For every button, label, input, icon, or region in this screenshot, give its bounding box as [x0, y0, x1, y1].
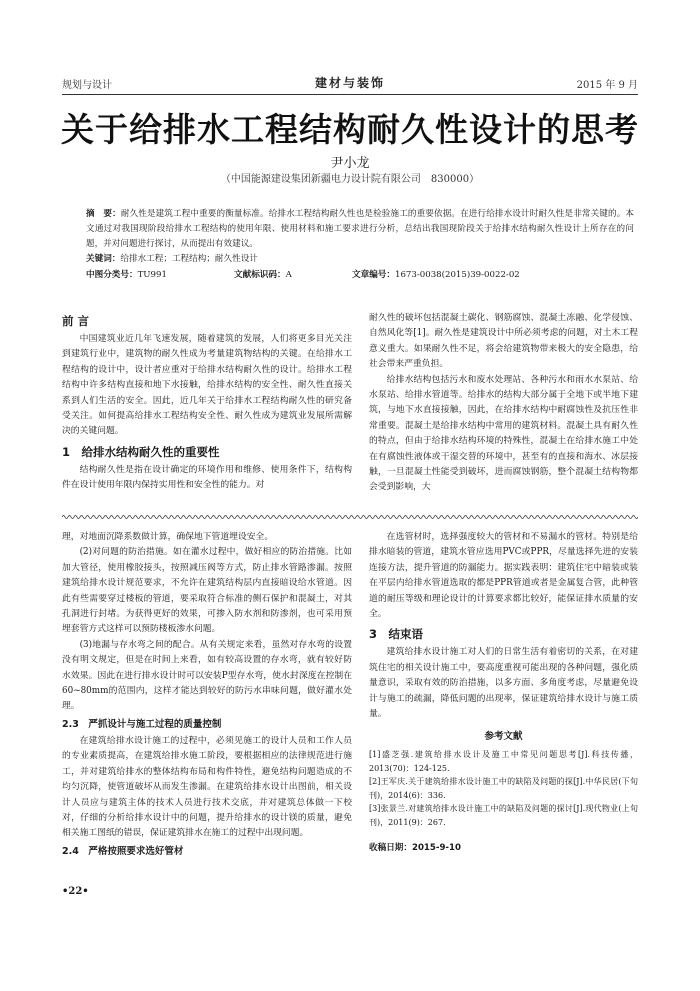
- paragraph: 理，对地面沉降系数做计算，确保地下管道埋设安全。: [62, 532, 274, 542]
- section-heading-intro: 前 言: [62, 314, 90, 328]
- article-no-value: 1673-0038(2015)39-0022-02: [394, 270, 520, 280]
- reference-item: [2]王军庆.关于建筑给排水设计施工中的缺陷及问题的探[J].中华民居(下旬刊)，2014(6)：336.: [369, 777, 638, 800]
- page-number: •22•: [62, 886, 89, 897]
- paragraph: 中国建筑业近几年飞速发展，随着建筑的发展，人们将更多目光关注到建筑行业中，建筑物的耐久性成为考量建筑物结构的关键。在给排水工程结构的设计中，设计者应重对于给排水结构耐久性的设计。给排水工程结构中许多结构直接和地下水接触，给排水结构的安全性、耐久性直接关系到人们生活的安全。因此，近几年关于给排水工程结构耐久性的研究备受关注。如何提高给排水工程结构安全性、耐久性成为建筑业发展所需解决的关键问题。: [62, 334, 352, 437]
- paragraph: 建筑给排水设计施工对人们的日常生活有着密切的关系，在对建筑住宅的相关设计施工中，要高度重视可能出现的各种问题，强化质量意识，采取有效的防治措施，以多方面、多角度考虑，尽量避免设计与施工的疏漏，降低问题的出现率，保证建筑给排水设计与施工质量。: [369, 647, 638, 720]
- classification-row: [86, 268, 634, 282]
- column-top-right: [369, 311, 638, 496]
- article-no-label: 文章编号：: [352, 270, 395, 280]
- section-divider: [62, 513, 638, 521]
- running-header: [62, 74, 638, 92]
- author: 尹小龙: [330, 156, 370, 171]
- journal-name: 建材与装饰: [314, 76, 385, 90]
- reference-item: [3]张景兰.对建筑给排水设计施工中的缺陷及问题的探讨[J].现代物业(上旬刊)，2011(9)：267.: [369, 804, 638, 827]
- doc-code-value: A: [285, 270, 292, 280]
- column-bottom-right: [369, 530, 638, 857]
- article-title: 关于给排水工程结构耐久性设计的思考: [61, 110, 639, 149]
- subsection-heading-2-3: 2.3 严抓设计与施工过程的质量控制: [62, 718, 222, 730]
- header-section: 规划与设计: [62, 80, 112, 91]
- paragraph: (2)对问题的防治措施。如在灌水过程中，做好相应的防治措施。比如加大管径，使用橡胶接头，按照减压阀等方式，防止排水管路渗漏。按照建筑给排水设计规范要求，不允许在建筑结构层内直接暗设给水管道。因此有些需要穿过楼板的管道，要采取符合标准的侧石保护和混凝土，对其孔洞进行封堵。为获得更好的效果，可掺入防水剂和防渗剂，也可采用预埋套管方式这样可以预防楼板渗水问题。: [62, 547, 352, 635]
- column-bottom-left: [62, 530, 352, 861]
- header-rule: [62, 94, 638, 95]
- clc-value: TU991: [137, 270, 167, 280]
- reference-list: [369, 748, 638, 829]
- section-heading-3: 3 结束语: [369, 627, 424, 642]
- keywords: 给排水工程；工程结构；耐久性设计: [120, 254, 258, 264]
- header-date: 2015 年 9 月: [576, 80, 638, 91]
- paragraph: 耐久性的破坏包括混凝土碳化、钢筋腐蚀、混凝土冻融、化学侵蚀、自然风化等[1]。耐久性是建筑设计中所必须考虑的问题，对土木工程意义重大。如果耐久性不足，将会给建筑物带来极大的安全隐患，给社会带来严重负担。: [369, 313, 638, 370]
- paragraph: 结构耐久性是指在设计确定的环境作用和维修、使用条件下，结构构件在设计使用年限内保持实用性和安全性的能力。对: [62, 464, 352, 491]
- paragraph: 给排水结构包括污水和废水处理站、各种污水和雨水水泵站、给水泵站、给排水管道等。给排水的结构大部分属于全地下或半地下建筑，与地下水直接接触，因此，在给排水结构中耐腐蚀性及抗压性非常重要。混凝土是给排水结构中常用的建筑材料。混凝土具有耐久性的特点，但由于给排水结构环境的特殊性，混凝土在给排水施工中处在有腐蚀性液体或干湿交替的环境中，甚至有的直接和海水、冰层接触，一旦混凝土性能受到破坏，进而腐蚀钢筋，整个混凝土结构物都会受到影响，大: [369, 374, 638, 493]
- paragraph: 在选管材时，选择强度较大的管材和不易漏水的管材。特别是给排水暗装的管道，建筑水管应选用PVC或PPR，尽量选择先进的安装连接方法，提升管道的防漏能力。据实践表明：建筑住宅中暗装或装在平层内给排水管道选取的都是PPR管道或者是金属复合管，此种管道的耐压等级和理论设计的计算要求都比较好，能保证排水质量的安全。: [369, 532, 638, 620]
- affiliation: （中国能源建设集团新疆电力设计院有限公司 830000）: [220, 174, 480, 185]
- paragraph: 在建筑给排水设计施工的过程中，必须见施工的设计人员和工作人员的专业素质提高，在建筑给排水施工阶段，要根据相应的法律规范进行施工，并对建筑给排水的整体结构布局和构件特性，避免结构问题造成的不均匀沉降，使管道破坏从而发生渗漏。在建筑给排水设计出图前，相关设计人员应与建筑主体的技术人员进行技术交底，并对建筑总体做一下校对，仔细的分析给排水设计中的问题，提升给排水的设计镁的质量，避免相关施工图纸的错误，保证建筑排水在施工的过程中出现问题。: [62, 735, 352, 839]
- subsection-heading-2-4: 2.4 严格按照要求选好管材: [62, 845, 184, 857]
- abstract-label: 摘 要：: [86, 209, 121, 219]
- abstract: [86, 207, 634, 267]
- doc-code-label: 文献标识码：: [234, 270, 286, 280]
- keywords-label: 关键词：: [86, 254, 121, 264]
- paragraph: (3)地漏与存水弯之间的配合。从有关规定来看，虽然对存水弯的设置没有明文规定，但是在时间上来看，如有较高设置的存水弯，就有较好防水效果。因此在进行排水设计时可以安装P型存水弯，使水封深度在控制在60~80mm的范围内，这样才能达到较好的防污水串味问题，做好灌水处理。: [62, 639, 352, 712]
- clc-label: 中图分类号：: [86, 270, 138, 280]
- references-title: 参考文献: [484, 731, 523, 743]
- column-top-left: [62, 309, 352, 494]
- section-heading-1: 1 给排水结构耐久性的重要性: [62, 444, 220, 459]
- abstract-text: 耐久性是建筑工程中重要的衡量标准。给排水工程结构耐久性也是检验施工的重要依据。在进行给排水设计时耐久性是非常关键的。本文通过对我国现阶段给排水工程结构的使用年限、使用材料和施工要求进行分析，总结出我国现阶段关于给排水结构耐久性设计上所存在的问题，并对问题进行探讨，从而提出有效建议。: [86, 209, 634, 249]
- reference-item: [1]盛芝强.建筑给排水设计及施工中常见问题思考[J].科技传播，2013(70)：124-125.: [369, 750, 638, 773]
- received-date: 收稿日期：2015-9-10: [369, 843, 461, 854]
